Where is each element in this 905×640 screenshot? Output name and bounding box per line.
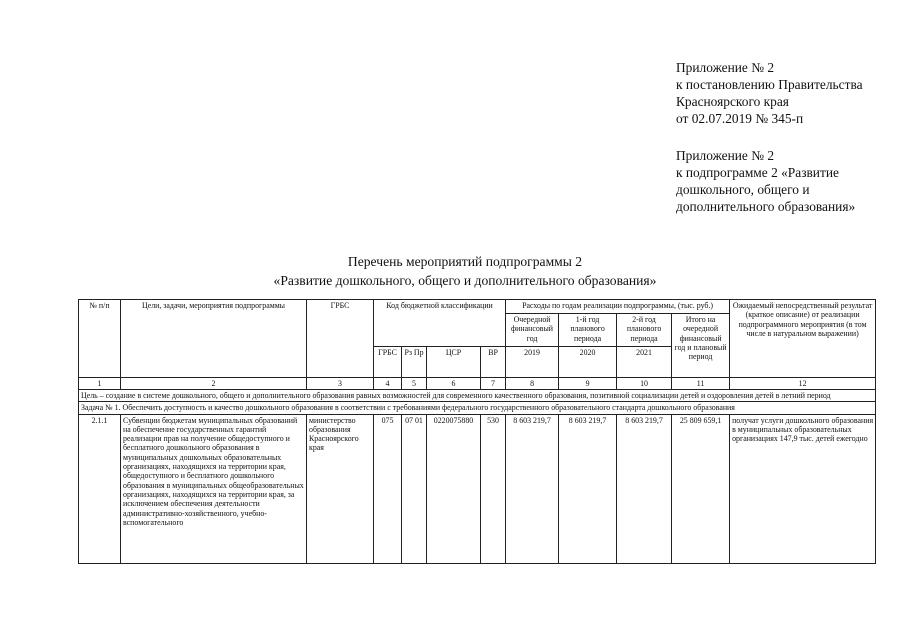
header-result: Ожидаемый непосредственный результат (краткое описание) от реализации подпрограммного мероприятия (в том числе в натуральном выражении)	[730, 300, 876, 378]
header-row-top	[79, 300, 876, 314]
header-code-csr: ЦСР	[427, 347, 481, 378]
appendix-line: к постановлению Правительства	[676, 77, 863, 92]
appendix-line: дошкольного, общего и	[676, 182, 810, 197]
column-numbers-row	[79, 378, 876, 390]
row-code-csr: 0220075880	[427, 414, 481, 563]
column-number: 4	[374, 378, 402, 390]
column-number: 5	[402, 378, 427, 390]
row-grbs: министерство образования Красноярского края	[307, 414, 374, 563]
row-expected-result: получат услуги дошкольного образования в муниципальных образовательных организациях 147,9 тыс. детей ежегодно	[730, 414, 876, 563]
header-code-rzpr: Рз Пр	[402, 347, 427, 378]
appendix-line: дополнительного образования»	[676, 199, 856, 214]
column-number: 10	[617, 378, 672, 390]
appendix-line: Приложение № 2	[676, 148, 775, 163]
header-code-vr: ВР	[481, 347, 506, 378]
row-code-vr: 530	[481, 414, 506, 563]
row-expense-2019: 8 603 219,7	[506, 414, 559, 563]
header-budget-code: Код бюджетной классификации	[374, 300, 506, 347]
goal-text: Цель – создание в системе дошкольного, общего и дополнительного образования равных возможностей для современного качественного образования, позитивной социализации детей и оздоровления детей в летний период	[79, 390, 876, 402]
task-row	[79, 402, 876, 414]
row-expense-2021: 8 603 219,7	[617, 414, 672, 563]
row-expense-2020: 8 603 219,7	[559, 414, 617, 563]
header-year-second: 2-й год планового периода	[617, 314, 672, 347]
header-total: Итого на очередной финансовый год и плановый период	[672, 314, 730, 378]
header-year-2019: 2019	[506, 347, 559, 378]
header-year-first: 1-й год планового периода	[559, 314, 617, 347]
row-expense-total: 25 809 659,1	[672, 414, 730, 563]
row-code-rzpr: 07 01	[402, 414, 427, 563]
column-number: 7	[481, 378, 506, 390]
column-number: 6	[427, 378, 481, 390]
row-code-grbs: 075	[374, 414, 402, 563]
column-number: 3	[307, 378, 374, 390]
appendix-line: к подпрограмме 2 «Развитие	[676, 165, 839, 180]
column-number: 12	[730, 378, 876, 390]
appendix-block-subprogram	[676, 147, 855, 215]
appendix-line: Красноярского края	[676, 94, 789, 109]
row-measure-name: Субвенции бюджетам муниципальных образований на обеспечение государственных гарантий реализации прав на получение общедоступного и бесплатного дошкольного образования в муниципальных дошкольных образовательных организациях, находящихся на территории края, общедоступного и бесплатного дошкольного образования в муниципальных общеобразовательных организациях, находящихся на территории края, за исключением обеспечения деятельности административно-хозяйственного, учебно-вспомогательного	[121, 414, 307, 563]
column-number: 11	[672, 378, 730, 390]
table-row	[79, 414, 876, 563]
header-code-grbs: ГРБС	[374, 347, 402, 378]
header-goals: Цели, задачи, мероприятия подпрограммы	[121, 300, 307, 378]
document-subtitle: «Развитие дошкольного, общего и дополнительного образования»	[273, 273, 657, 288]
document-title: Перечень мероприятий подпрограммы 2	[347, 254, 583, 269]
appendix-line: Приложение № 2	[676, 60, 775, 75]
header-year-current: Очередной финансовый год	[506, 314, 559, 347]
row-num: 2.1.1	[79, 414, 121, 563]
measures-table	[78, 299, 876, 564]
header-year-2020: 2020	[559, 347, 617, 378]
header-grbs: ГРБС	[307, 300, 374, 378]
goal-row	[79, 390, 876, 402]
column-number: 1	[79, 378, 121, 390]
column-number: 9	[559, 378, 617, 390]
column-number: 2	[121, 378, 307, 390]
task-text: Задача № 1. Обеспечить доступность и качество дошкольного образования в соответствии с требованиями федерального государственного образовательного стандарта дошкольного образования	[79, 402, 876, 414]
column-number: 8	[506, 378, 559, 390]
appendix-line: от 02.07.2019 № 345-п	[676, 111, 804, 126]
header-expenses: Расходы по годам реализации подпрограммы, (тыс. руб.)	[506, 300, 730, 314]
appendix-block-resolution	[676, 59, 863, 127]
header-num: № п/п	[79, 300, 121, 378]
header-year-2021: 2021	[617, 347, 672, 378]
